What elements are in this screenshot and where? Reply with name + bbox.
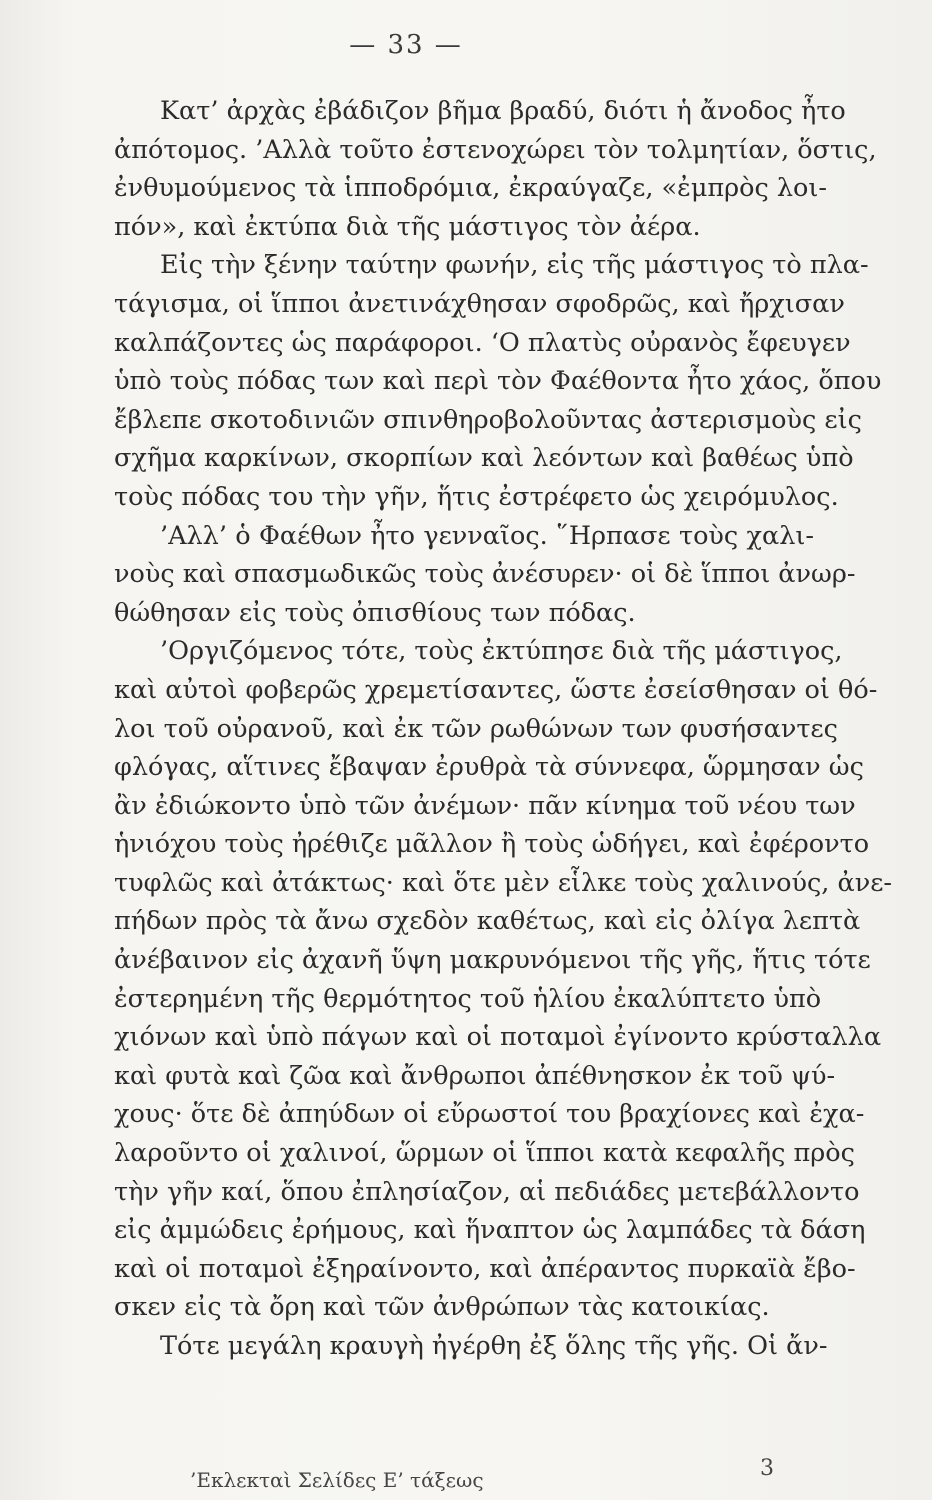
text-line: εἰς ἀμμώδεις ἐρήμους, καὶ ἥναπτον ὡς λαμπάδες τὰ δάση <box>114 1215 866 1246</box>
body-text <box>114 92 893 1366</box>
text-line: πήδων πρὸς τὰ ἄνω σχεδὸν καθέτως, καὶ εἰς ὀλίγα λεπτὰ <box>114 906 861 937</box>
text-line: λαροῦντο οἱ χαλινοί, ὥρμων οἱ ἵπποι κατὰ κεφαλῆς πρὸς <box>114 1138 855 1169</box>
text-line: Εἰς τὴν ξένην ταύτην φωνήν, εἰς τῆς μάστιγος τὸ πλα- <box>160 250 869 281</box>
text-line: καὶ αὐτοὶ φοβερῶς χρεμετίσαντες, ὥστε ἐσείσθησαν οἱ θό- <box>114 674 878 705</box>
text-line: ἐστερημένη τῆς θερμότητος τοῦ ἡλίου ἐκαλύπτετο ὑπὸ <box>114 983 822 1014</box>
text-line: χους· ὅτε δὲ ἀπηύδων οἱ εὔρωστοί του βραχίονες καὶ ἐχα- <box>114 1099 865 1130</box>
text-line: καὶ φυτὰ καὶ ζῶα καὶ ἄνθρωποι ἀπέθνησκον ἐκ τοῦ ψύ- <box>114 1060 836 1091</box>
text-line: σκεν εἰς τὰ ὄρη καὶ τῶν ἀνθρώπων τὰς κατοικίας. <box>114 1292 770 1323</box>
text-line: ’Αλλ’ ὁ Φαέθων ἦτο γενναῖος. ῞Ηρπασε τοὺς χαλι- <box>160 520 814 551</box>
text-line: Κατ’ ἀρχὰς ἐβάδιζον βῆμα βραδύ, διότι ἡ ἄνοδος ἦτο <box>160 96 846 126</box>
text-line: σχῆμα καρκίνων, σκορπίων καὶ λεόντων καὶ βαθέως ὑπὸ <box>114 443 854 474</box>
text-line: ἀνέβαινον εἰς ἀχανῆ ὕψη μακρυνόμενοι τῆς γῆς, ἥτις τότε <box>114 945 871 976</box>
text-line: τάγισμα, οἱ ἵπποι ἀνετινάχθησαν σφοδρῶς, καὶ ἤρχισαν <box>114 288 845 319</box>
text-line: ἡνιόχου τοὺς ἠρέθιζε μᾶλλον ἢ τοὺς ὡδήγει, καὶ ἐφέροντο <box>114 829 870 860</box>
text-line: θώθησαν εἰς τοὺς ὀπισθίους των πόδας. <box>114 597 636 628</box>
text-line: νοὺς καὶ σπασμωδικῶς τοὺς ἀνέσυρεν· οἱ δὲ ἵπποι ἀνωρ- <box>114 559 856 590</box>
text-line: χιόνων καὶ ὑπὸ πάγων καὶ οἱ ποταμοὶ ἐγίνοντο κρύσταλλα <box>114 1022 882 1053</box>
footer-book-title: ’Εκλεκταὶ Σελίδες Ε’ τάξεως <box>190 1468 484 1492</box>
text-line: φλόγας, αἵτινες ἔβαψαν ἐρυθρὰ τὰ σύννεφα, ὥρμησαν ὡς <box>114 752 864 783</box>
page-number: — 33 — <box>349 30 463 60</box>
text-line: καλπάζοντες ὡς παράφοροι. ‘Ο πλατὺς οὐρανὸς ἔφευγεν <box>114 327 851 358</box>
text-line: καὶ οἱ ποταμοὶ ἐξηραίνοντο, καὶ ἀπέραντος πυρκαϊὰ ἔβο- <box>114 1253 856 1284</box>
text-line: ἔβλεπε σκοτοδινιῶν σπινθηροβολοῦντας ἀστερισμοὺς εἰς <box>114 404 862 435</box>
text-line: ὑπὸ τοὺς πόδας των καὶ περὶ τὸν Φαέθοντα ἦτο χάος, ὅπου <box>114 366 882 397</box>
text-line: ἐνθυμούμενος τὰ ἱπποδρόμια, ἐκραύγαζε, «ἐμπρὸς λοι- <box>114 173 828 204</box>
text-line: τὴν γῆν καί, ὅπου ἐπλησίαζον, αἱ πεδιάδες μετεβάλλοντο <box>114 1176 860 1207</box>
text-line: πόν», καὶ ἐκτύπα διὰ τῆς μάστιγος τὸν ἀέρα. <box>114 211 701 242</box>
text-line: ἂν ἐδιώκοντο ὑπὸ τῶν ἀνέμων· πᾶν κίνημα τοῦ νέου των <box>114 790 856 821</box>
signature-mark: 3 <box>760 1456 774 1481</box>
text-line: τυφλῶς καὶ ἀτάκτως· καὶ ὅτε μὲν εἷλκε τοὺς χαλινούς, ἀνε- <box>114 867 893 898</box>
text-line: ’Οργιζόμενος τότε, τοὺς ἐκτύπησε διὰ τῆς μάστιγος, <box>160 636 843 667</box>
text-line: ἀπότομος. ’Αλλὰ τοῦτο ἐστενοχώρει τὸν τολμητίαν, ὅστις, <box>114 134 877 165</box>
text-line: Τότε μεγάλη κραυγὴ ἠγέρθη ἐξ ὅλης τῆς γῆς. Οἱ ἄν- <box>160 1331 828 1361</box>
text-line: λοι τοῦ οὐρανοῦ, καὶ ἐκ τῶν ρωθώνων των φυσήσαντες <box>114 713 838 744</box>
text-line: τοὺς πόδας του τὴν γῆν, ἥτις ἐστρέφετο ὡς χειρόμυλος. <box>114 481 839 512</box>
